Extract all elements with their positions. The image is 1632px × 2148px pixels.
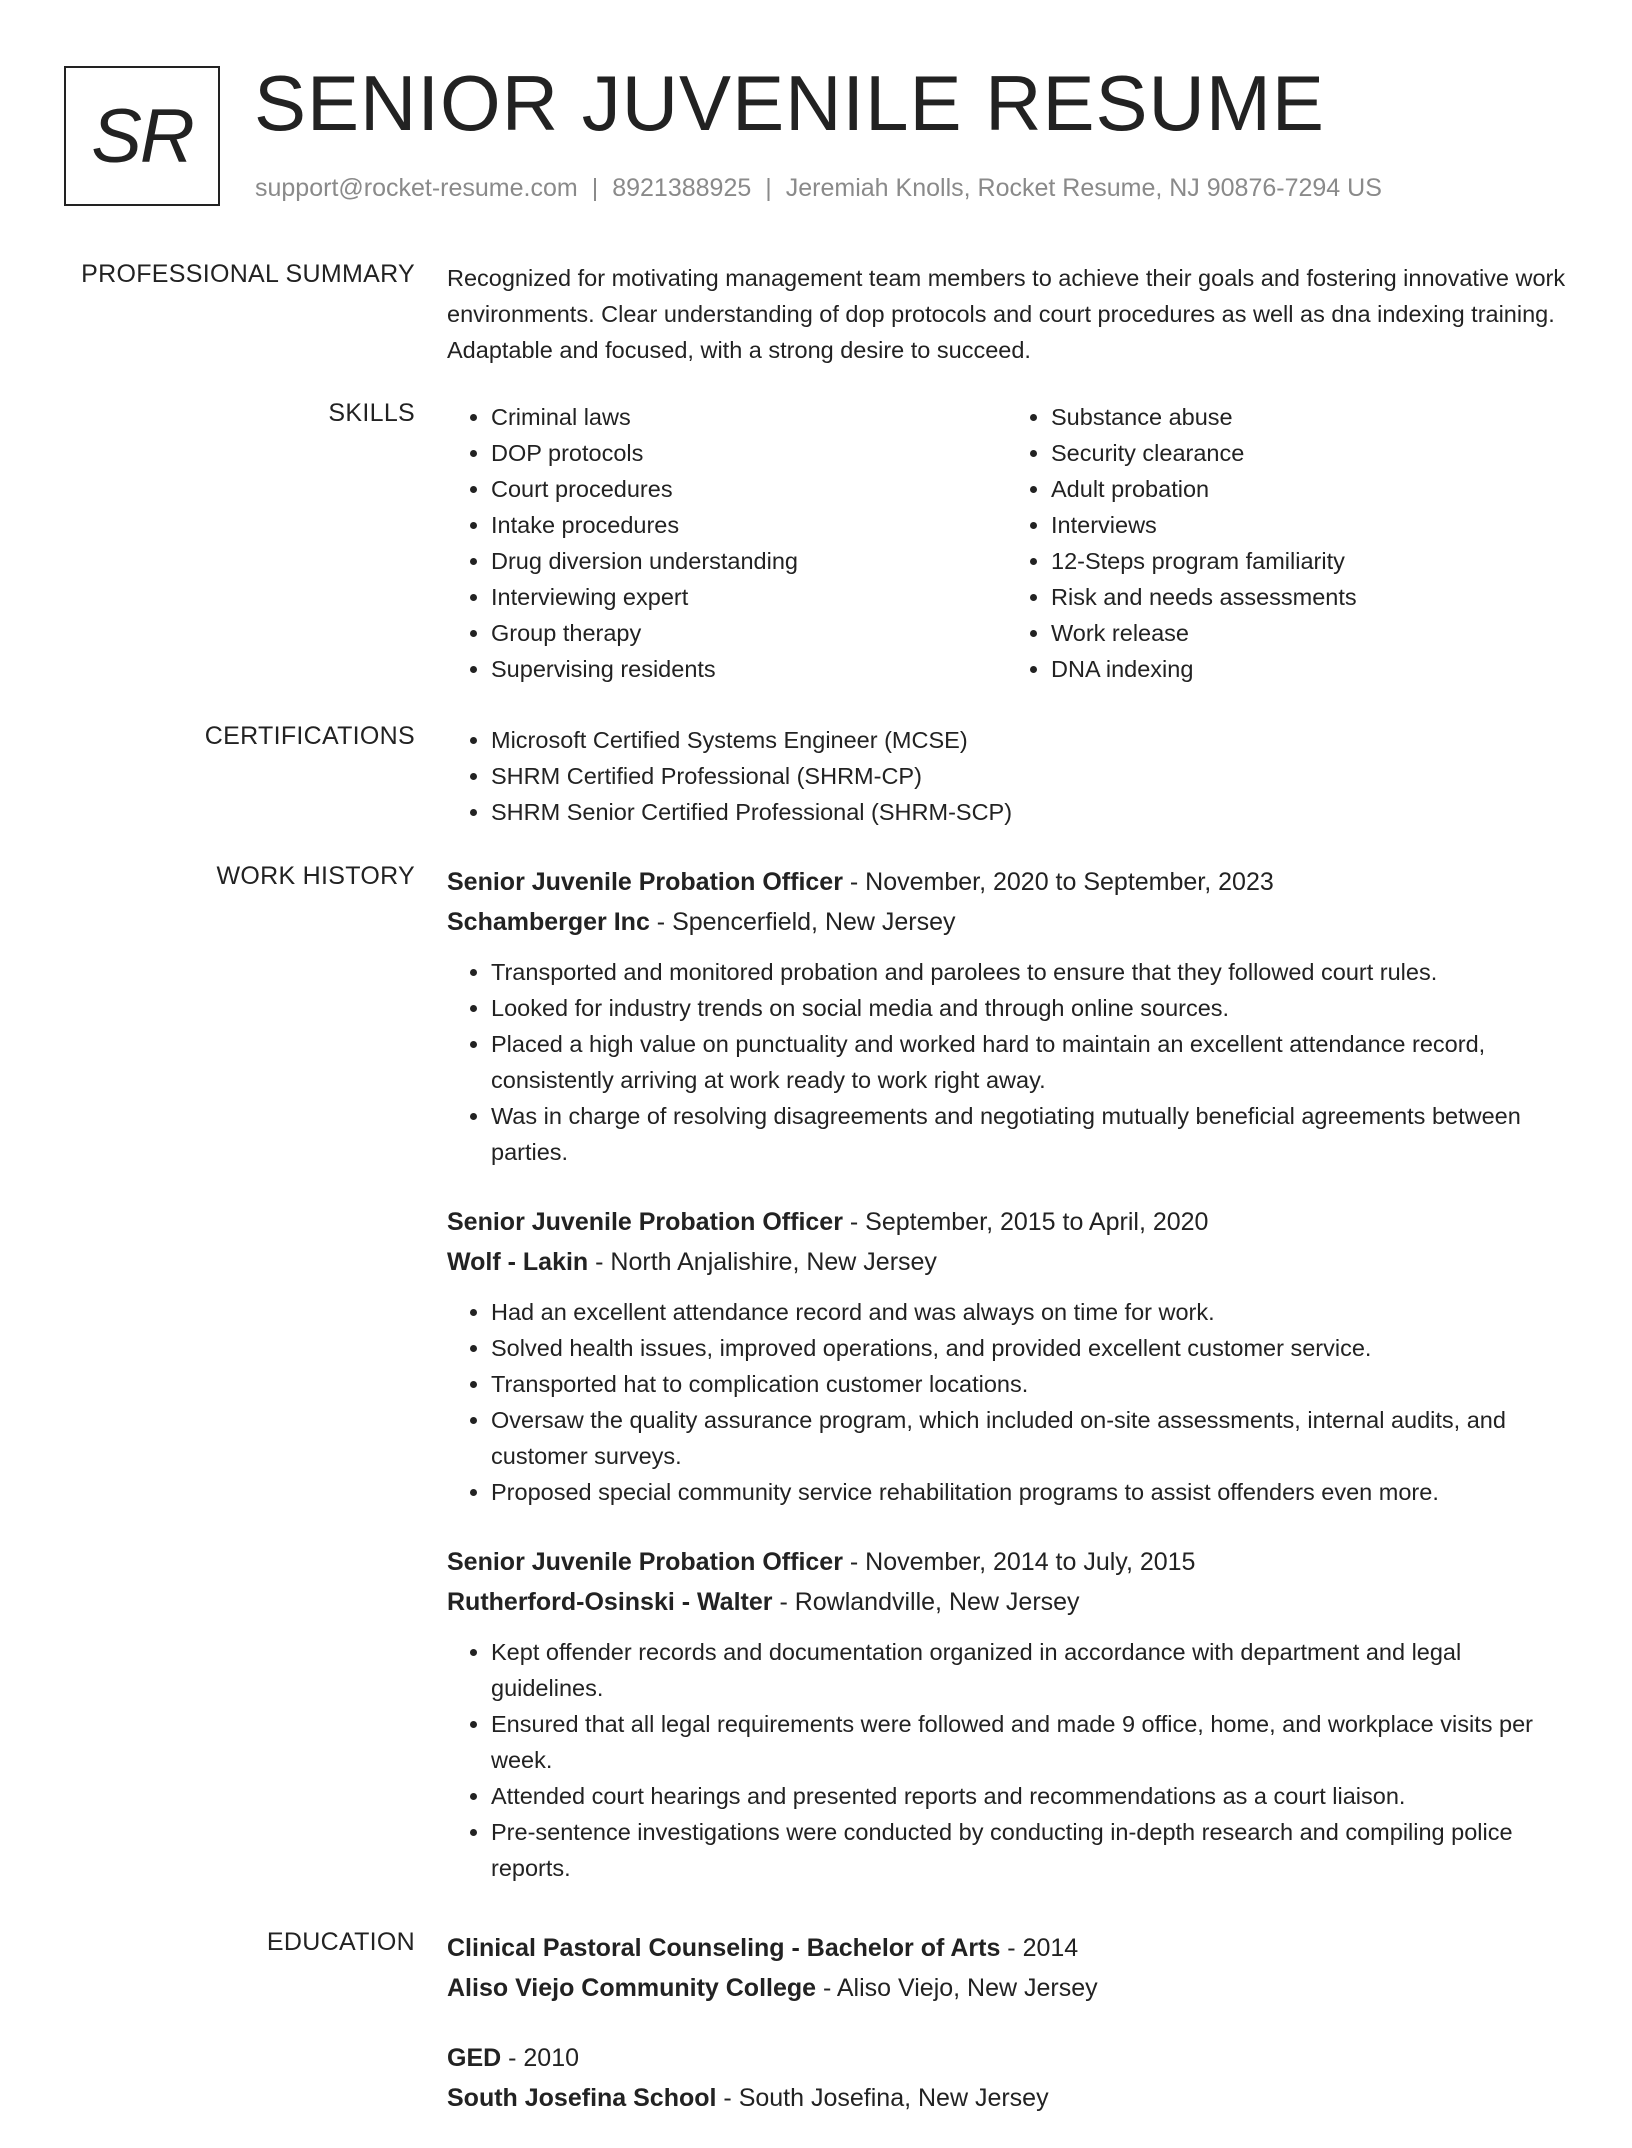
section-label-certifications: CERTIFICATIONS — [204, 722, 415, 750]
job-company-line — [447, 902, 1567, 942]
job-bullet: • Ensured that all legal requirements were followed and made 9 office, home, and workplace visits per week. — [491, 1706, 1567, 1778]
job-entry — [447, 1202, 1567, 1510]
education-entry — [447, 1928, 1567, 2008]
skill-item: • DOP protocols — [491, 435, 1007, 471]
skill-item: • Intake procedures — [491, 507, 1007, 543]
section-label-work-history: WORK HISTORY — [216, 862, 415, 890]
education-degree-line — [447, 1928, 1567, 1968]
job-bullet: • Kept offender records and documentation organized in accordance with department and legal guidelines. — [491, 1634, 1567, 1706]
education-school-line — [447, 2078, 1567, 2118]
education-school-line — [447, 1968, 1567, 2008]
skill-item: • Criminal laws — [491, 399, 1007, 435]
job-company: Wolf - Lakin — [447, 1248, 589, 1276]
skill-item: • Work release — [1051, 615, 1567, 651]
skill-item: • Interviews — [1051, 507, 1567, 543]
job-dates: - November, 2014 to July, 2015 — [842, 1548, 1196, 1576]
resume-title: SENIOR JUVENILE RESUME — [254, 59, 1325, 147]
job-title-line — [447, 862, 1567, 902]
job-company: Schamberger Inc — [447, 908, 650, 936]
job-bullet: • Proposed special community service rehabilitation programs to assist offenders even more. — [491, 1474, 1567, 1510]
certification-item: • Microsoft Certified Systems Engineer (MCSE) — [491, 722, 1567, 758]
contact-email[interactable]: support@rocket-resume.com — [255, 174, 578, 202]
certification-item: • SHRM Certified Professional (SHRM-CP) — [491, 758, 1567, 794]
job-bullet: • Solved health issues, improved operations, and provided excellent customer service. — [491, 1330, 1567, 1366]
certifications-body — [447, 722, 1567, 830]
section-label-summary: PROFESSIONAL SUMMARY — [81, 260, 415, 288]
education-school: South Josefina School — [447, 2084, 717, 2112]
education-location: - Aliso Viejo, New Jersey — [816, 1974, 1098, 2002]
education-location: - South Josefina, New Jersey — [716, 2084, 1049, 2112]
job-company-line — [447, 1582, 1567, 1622]
job-entry — [447, 862, 1567, 1170]
contact-line — [255, 174, 1382, 203]
job-dates: - September, 2015 to April, 2020 — [842, 1208, 1209, 1236]
certification-item: • SHRM Senior Certified Professional (SHRM-SCP) — [491, 794, 1567, 830]
job-company-line — [447, 1242, 1567, 1282]
section-label-education: EDUCATION — [266, 1928, 415, 1956]
skill-item: • Court procedures — [491, 471, 1007, 507]
job-entry — [447, 1542, 1567, 1886]
job-title-line — [447, 1202, 1567, 1242]
contact-address: Jeremiah Knolls, Rocket Resume, NJ 90876-7294 US — [785, 174, 1382, 202]
job-title: Senior Juvenile Probation Officer — [447, 868, 843, 896]
job-title: Senior Juvenile Probation Officer — [447, 1548, 843, 1576]
contact-phone[interactable]: 8921388925 — [612, 174, 752, 202]
education-school: Aliso Viejo Community College — [447, 1974, 817, 2002]
skill-item: • Supervising residents — [491, 651, 1007, 687]
monogram-logo: SR — [64, 66, 220, 206]
education-body — [447, 1928, 1567, 2148]
job-bullets — [447, 954, 1567, 1170]
job-location: - North Anjalishire, New Jersey — [588, 1248, 937, 1276]
skill-item: • Substance abuse — [1051, 399, 1567, 435]
job-title-line — [447, 1542, 1567, 1582]
contact-separator: | — [591, 174, 599, 202]
job-bullet: • Had an excellent attendance record and was always on time for work. — [491, 1294, 1567, 1330]
job-bullet: • Transported and monitored probation and parolees to ensure that they followed court rules. — [491, 954, 1567, 990]
education-degree: GED — [447, 2044, 502, 2072]
job-bullets — [447, 1294, 1567, 1510]
skill-item: • Interviewing expert — [491, 579, 1007, 615]
skill-item: • Group therapy — [491, 615, 1007, 651]
job-bullet: • Transported hat to complication customer locations. — [491, 1366, 1567, 1402]
skills-list-right — [1007, 399, 1567, 687]
education-year: - 2014 — [1000, 1934, 1079, 1962]
summary-text: Recognized for motivating management team members to achieve their goals and fostering innovative work environments. Clear understanding of dop protocols and court procedures as well as dna indexing training. Adaptable and focused, with a strong desire to succeed. — [447, 265, 1566, 363]
job-bullet: • Pre-sentence investigations were conducted by conducting in-depth research and compiling police reports. — [491, 1814, 1567, 1886]
education-degree-line — [447, 2038, 1567, 2078]
education-entry — [447, 2038, 1567, 2118]
skills-columns — [447, 399, 1567, 687]
skill-item: • Security clearance — [1051, 435, 1567, 471]
job-location: - Spencerfield, New Jersey — [649, 908, 956, 936]
section-label-skills: SKILLS — [328, 399, 415, 427]
work-history-body — [447, 862, 1567, 1918]
job-company: Rutherford-Osinski - Walter — [447, 1588, 773, 1616]
job-bullets — [447, 1634, 1567, 1886]
certifications-list — [447, 722, 1567, 830]
skill-item: • Risk and needs assessments — [1051, 579, 1567, 615]
skills-list-left — [447, 399, 1007, 687]
skill-item: • Adult probation — [1051, 471, 1567, 507]
job-bullet: • Placed a high value on punctuality and worked hard to maintain an excellent attendance record, consistently arriving at work ready to work right away. — [491, 1026, 1567, 1098]
job-bullet: • Oversaw the quality assurance program, which included on-site assessments, internal audits, and customer surveys. — [491, 1402, 1567, 1474]
skill-item: • Drug diversion understanding — [491, 543, 1007, 579]
job-location: - Rowlandville, New Jersey — [772, 1588, 1080, 1616]
job-bullet: • Was in charge of resolving disagreements and negotiating mutually beneficial agreements between parties. — [491, 1098, 1567, 1170]
contact-separator: | — [765, 174, 772, 202]
education-degree: Clinical Pastoral Counseling - Bachelor of Arts — [447, 1934, 1001, 1962]
job-bullet: • Attended court hearings and presented reports and recommendations as a court liaison. — [491, 1778, 1567, 1814]
job-dates: - November, 2020 to September, 2023 — [842, 868, 1274, 896]
job-bullet: • Looked for industry trends on social media and through online sources. — [491, 990, 1567, 1026]
skill-item: • 12-Steps program familiarity — [1051, 543, 1567, 579]
education-year: - 2010 — [501, 2044, 580, 2072]
job-title: Senior Juvenile Probation Officer — [447, 1208, 843, 1236]
skill-item: • DNA indexing — [1051, 651, 1567, 687]
